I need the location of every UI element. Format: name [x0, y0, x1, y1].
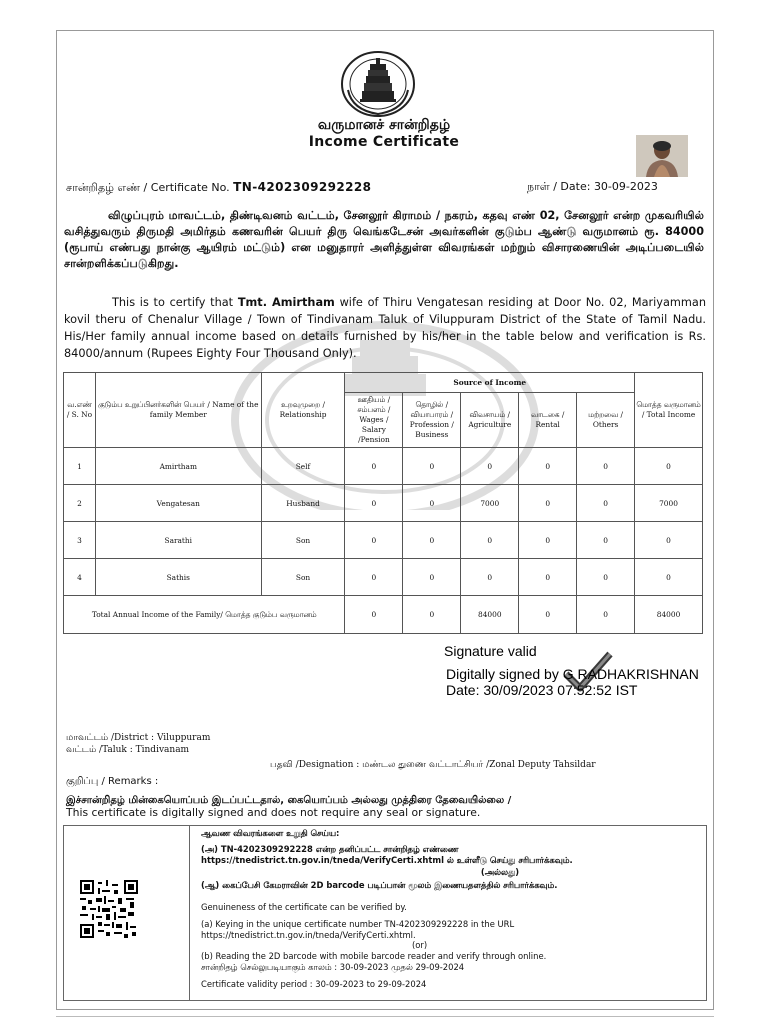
- title-english: Income Certificate: [308, 134, 460, 150]
- verify-item-a-english: (a) Keying in the unique certificate number TN-4202309292228 in the URL https://tnedistrict.tn.gov.in/tneda/VerifyCerti.xhtml.: [201, 919, 515, 940]
- total-others: 0: [577, 596, 635, 634]
- income-table: [63, 372, 703, 634]
- certificate-date: [527, 180, 658, 195]
- table-row: [64, 448, 703, 485]
- signature-signer: Digitally signed by G RADHAKRISHNAN: [446, 666, 699, 682]
- table-row: [64, 522, 703, 559]
- cell-name: Amirtham: [95, 448, 261, 485]
- cell-relation: Self: [261, 448, 345, 485]
- cell-salary: 0: [345, 485, 403, 522]
- cell-profession: 0: [403, 522, 461, 559]
- total-label: Total Annual Income of the Family/ மொத்த குடும்ப வருமானம்: [64, 596, 345, 634]
- date-label: நாள் / Date:: [527, 180, 591, 193]
- cell-name: Vengatesan: [95, 485, 261, 522]
- header-member-name: குடும்ப உறுப்பினர்களின் பெயர் / Name of the family Member: [95, 373, 261, 448]
- cell-relation: Son: [261, 559, 345, 596]
- certificate-text-english: [64, 294, 706, 362]
- header-rental: வாடகை / Rental: [519, 393, 577, 448]
- total-salary: 0: [345, 596, 403, 634]
- cell-sno: 1: [64, 448, 96, 485]
- cell-rental: 0: [519, 559, 577, 596]
- header-total-income: மொத்த வருமானம் / Total Income: [635, 373, 703, 448]
- verify-item-a-tamil: (அ) TN-4202309292228 என்ற தனிப்பட்ட சான்றிதழ் எண்ணை https://tnedistrict.tn.gov.in/tneda/VerifyCerti.xhtml ல் உள்ளீடு செய்து சரிபார்க்கவும்.: [201, 844, 573, 865]
- certificate-number-value: TN-4202309292228: [233, 180, 372, 194]
- total-agriculture: 84000: [461, 596, 519, 634]
- cell-relation: Son: [261, 522, 345, 559]
- cell-name: Sathis: [95, 559, 261, 596]
- validity-english: Certificate validity period : 30-09-2023 to 29-09-2024: [201, 979, 427, 989]
- cell-agriculture: 0: [461, 559, 519, 596]
- applicant-name: Tmt. Amirtham: [237, 296, 335, 309]
- remarks-english: This certificate is digitally signed and does not require any seal or signature.: [66, 806, 481, 819]
- certificate-number: [66, 180, 371, 196]
- cell-total: 0: [635, 522, 703, 559]
- total-rental: 0: [519, 596, 577, 634]
- verification-divider: [189, 825, 190, 1001]
- table-total-row: [64, 596, 703, 634]
- district-info: மாவட்டம் /District : Viluppuram: [66, 733, 211, 743]
- validity-tamil: சான்றிதழ் செல்லுபடியாகும் காலம் : 30-09-2023 முதல் 29-09-2024: [201, 962, 465, 972]
- remarks-label: குறிப்பு / Remarks :: [66, 776, 159, 787]
- header-others: மற்றவை / Others: [577, 393, 635, 448]
- certificate-number-label: சான்றிதழ் எண் / Certificate No.: [66, 181, 230, 194]
- cell-sno: 4: [64, 559, 96, 596]
- cell-total: 0: [635, 448, 703, 485]
- verify-heading-tamil: ஆவண விவரங்களை உறுதி செய்ய:: [201, 828, 340, 838]
- header-salary: ஊதியம் / சம்பளம் / Wages / Salary /Pension: [345, 393, 403, 448]
- total-income: 84000: [635, 596, 703, 634]
- header-agriculture: விவசாயம் / Agriculture: [461, 393, 519, 448]
- cell-total: 7000: [635, 485, 703, 522]
- table-row: [64, 559, 703, 596]
- bottom-rule: [56, 1016, 714, 1017]
- header-sno: வ.எண் / S. No: [64, 373, 96, 448]
- taluk-info: வட்டம் /Taluk : Tindivanam: [66, 745, 190, 755]
- cell-others: 0: [577, 485, 635, 522]
- signature-status: Signature valid: [444, 643, 537, 659]
- cell-profession: 0: [403, 448, 461, 485]
- cell-name: Sarathi: [95, 522, 261, 559]
- title-tamil: வருமானச் சான்றிதழ்: [317, 117, 451, 133]
- cell-others: 0: [577, 522, 635, 559]
- qr-code-icon[interactable]: [80, 880, 138, 938]
- english-details: wife of Thiru Vengatesan residing at Door No. 02, Mariyamman kovil theru of Chenalur Village / Town of Tindivanam Taluk of Viluppuram District of the State of Tamil Nadu. His/Her family annual income based on details furnished by his/her in the table below and verification is Rs. 84000/annum (Rupees Eighty Four Thousand Only).: [64, 296, 706, 360]
- cell-rental: 0: [519, 522, 577, 559]
- verify-heading-english: Genuineness of the certificate can be verified by.: [201, 902, 407, 912]
- date-value: 30-09-2023: [593, 180, 658, 193]
- header-profession: தொழில் / வியாபாரம் / Profession / Business: [403, 393, 461, 448]
- cell-total: 0: [635, 559, 703, 596]
- cell-others: 0: [577, 448, 635, 485]
- signature-date: Date: 30/09/2023 07:52:52 IST: [446, 682, 638, 698]
- cell-others: 0: [577, 559, 635, 596]
- cell-sno: 3: [64, 522, 96, 559]
- english-intro: This is to certify that: [112, 296, 234, 309]
- cell-agriculture: 0: [461, 448, 519, 485]
- cell-profession: 0: [403, 559, 461, 596]
- cell-relation: Husband: [261, 485, 345, 522]
- verify-or-english: (or): [412, 940, 428, 950]
- cell-salary: 0: [345, 559, 403, 596]
- header-source-of-income: Source of Income: [345, 373, 635, 393]
- certificate-text-tamil: விழுப்புரம் மாவட்டம், திண்டிவனம் வட்டம், சேனலூர் கிராமம் / நகரம், கதவு எண் 02, சேனலூர் என்ற முகவரியில் வசித்துவரும் திருமதி அமிர்தம் கணவரின் பெயர் திரு வெங்கடேசன் அவர்களின் குடும்ப ஆண்டு வருமானம் ரூ. 84000 (ரூபாய் எண்பது நான்கு ஆயிரம் மட்டும்) என மனுதாரர் அளித்துள்ள விவரங்கள் மற்றும் விசாரணையின் அடிப்படையில் சான்றளிக்கப்படுகிறது.: [64, 209, 704, 270]
- cell-salary: 0: [345, 522, 403, 559]
- tamil-nadu-emblem-icon: [340, 50, 416, 118]
- verify-item-b-english: (b) Reading the 2D barcode with mobile barcode reader and verify through online.: [201, 951, 547, 961]
- table-row: [64, 485, 703, 522]
- cell-sno: 2: [64, 485, 96, 522]
- verify-or-tamil: (அல்லது): [480, 867, 520, 877]
- total-profession: 0: [403, 596, 461, 634]
- remarks-tamil: இச்சான்றிதழ் மின்கையொப்பம் இடப்பட்டதால், கையொப்பம் அல்லது முத்திரை தேவையில்லை /: [66, 795, 512, 806]
- cell-rental: 0: [519, 485, 577, 522]
- cell-agriculture: 0: [461, 522, 519, 559]
- cell-salary: 0: [345, 448, 403, 485]
- cell-profession: 0: [403, 485, 461, 522]
- cell-agriculture: 7000: [461, 485, 519, 522]
- verify-item-b-tamil: (ஆ) கைப்பேசி கேமராவின் 2D barcode படிப்பான் மூலம் இணையதளத்தில் சரிபார்க்கவும்.: [201, 880, 558, 890]
- officer-designation: பதவி /Designation : மண்டல துணை வட்டாட்சியர் /Zonal Deputy Tahsildar: [270, 760, 596, 770]
- header-relationship: உறவுமுறை / Relationship: [261, 373, 345, 448]
- cell-rental: 0: [519, 448, 577, 485]
